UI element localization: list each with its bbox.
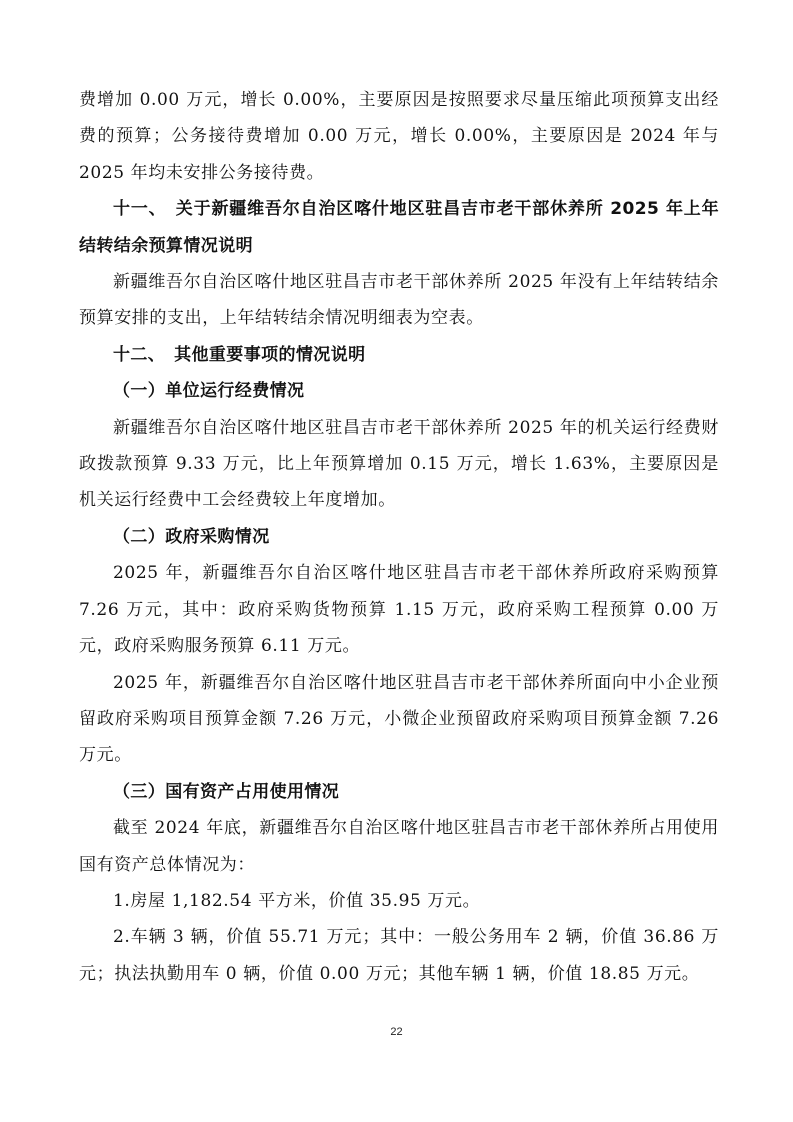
paragraph-assets-vehicles: 2.车辆 3 辆，价值 55.71 万元；其中：一般公务用车 2 辆，价值 36.86 万元；执法执勤用车 0 辆，价值 0.00 万元；其他车辆 1 辆，价值 18.85 万元。: [79, 927, 719, 984]
subheading-state-assets: （三）国有资产占用使用情况: [113, 781, 340, 802]
paragraph-assets-intro: 截至 2024 年底，新疆维吾尔自治区喀什地区驻昌吉市老干部休养所占用使用国有资产总体情况为：: [79, 818, 719, 875]
paragraph-continuation: 费增加 0.00 万元，增长 0.00%，主要原因是按照要求尽量压缩此项预算支出经费的预算；公务接待费增加 0.00 万元，增长 0.00%，主要原因是 2024 年与 2025 年均未安排公务接待费。: [79, 90, 719, 183]
paragraph-procurement: 2025 年，新疆维吾尔自治区喀什地区驻昌吉市老干部休养所政府采购预算 7.26 万元，其中：政府采购货物预算 1.15 万元，政府采购工程预算 0.00 万元，政府采购服务预算 6.11 万元。: [79, 563, 719, 657]
page-number: 22: [390, 1026, 403, 1038]
paragraph-assets-housing: 1.房屋 1,182.54 平方米，价值 35.95 万元。: [113, 890, 481, 911]
subheading-procurement: （二）政府采购情况: [113, 526, 270, 547]
paragraph-carryover: 新疆维吾尔自治区喀什地区驻昌吉市老干部休养所 2025 年没有上年结转结余预算安排的支出，上年结转结余情况明细表为空表。: [79, 272, 719, 329]
section-heading-12: 十二、 其他重要事项的情况说明: [113, 344, 366, 365]
document-body: [79, 82, 719, 992]
section-heading-11: 十一、 关于新疆维吾尔自治区喀什地区驻昌吉市老干部休养所 2025 年上年结转结余预算情况说明: [79, 199, 719, 256]
paragraph-operating-costs: 新疆维吾尔自治区喀什地区驻昌吉市老干部休养所 2025 年的机关运行经费财政拨款预算 9.33 万元，比上年预算增加 0.15 万元，增长 1.63%，主要原因是机关运行经费中工会经费较上年度增加。: [79, 417, 719, 511]
subheading-operating-costs: （一）单位运行经费情况: [113, 381, 305, 402]
paragraph-sme-reservation: 2025 年，新疆维吾尔自治区喀什地区驻昌吉市老干部休养所面向中小企业预留政府采购项目预算金额 7.26 万元，小微企业预留政府采购项目预算金额 7.26 万元。: [79, 672, 719, 766]
